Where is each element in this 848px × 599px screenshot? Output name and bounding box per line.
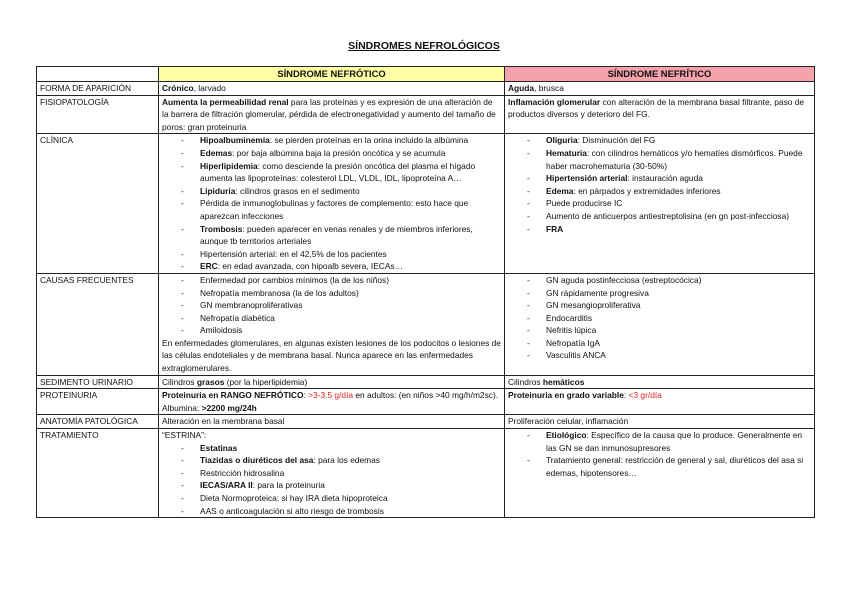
list-item: - GN aguda postinfecciosa (estreptocócica) [508,274,811,287]
list-item: - Etiológico: Específico de la causa que lo produce. Generalmente en las GN se dan inmunosupresores [508,429,811,454]
list-item: - GN mesangioproliferativa [508,299,811,312]
cell-nefritico [505,134,815,274]
list-item: - Tiazidas o diuréticos del asa: para los edemas [162,454,501,467]
cell-nefrotico [159,429,505,518]
syndromes-table [36,66,815,518]
list-item: - Nefropatía IgA [508,337,811,350]
list-item: - Oliguria: Disminución del FG [508,134,811,147]
cell-nefritico: Proliferación celular, inflamación [505,415,815,429]
cell-nefritico: Cilindros hemáticos [505,375,815,389]
cell-nefrotico: Cilindros grasos (por la hiperlipidemia) [159,375,505,389]
row-label: TRATAMIENTO [37,429,159,518]
table-row [37,375,815,389]
cell-nefrotico: Aumenta la permeabilidad renal para las proteínas y es expresión de una alteración de la barrera de filtración glomerular, pérdida de electronegatividad y aumento del tamaño de poros: gran proteinuria [159,95,505,134]
table-row [37,389,815,415]
list-item: - AAS o anticoagulación si alto riesgo de trombosis [162,505,501,518]
list-item: - Nefropatía diabética [162,312,501,325]
page-title: SÍNDROMES NEFROLÓGICOS [348,40,500,52]
list-item: - GN membranoproliferativas [162,299,501,312]
list-item: - Nefropatía membranosa (la de los adultos) [162,287,501,300]
cell-nefrotico [159,134,505,274]
cell-nefritico [505,429,815,518]
row-label: ANATOMÍA PATOLÓGICA [37,415,159,429]
row-label: SEDIMENTO URINARIO [37,375,159,389]
list-item: - Edemas: por baja albúmina baja la presión oncótica y se acumula [162,147,501,160]
table-row [37,82,815,96]
table-header-row [37,67,815,82]
list-item: - Lipiduria: cilindros grasos en el sedimento [162,185,501,198]
list-item: - Endocarditis [508,312,811,325]
list-item: - Aumento de anticuerpos antiestreptolisina (en gn post-infecciosa) [508,210,811,223]
row-label: PROTEINURIA [37,389,159,415]
cell-nefrotico: Alteración en la membrana basal [159,415,505,429]
cell-nefrotico: Proteinuria en RANGO NEFRÓTICO: >3-3.5 g/día en adultos: (en niños >40 mg/h/m2sc). Albumina: >2200 mg/24h [159,389,505,415]
list-item: - Nefritis lúpica [508,324,811,337]
list-item: - Restricción hidrosalina [162,467,501,480]
header-blank [37,67,159,82]
list-item: - Vasculitis ANCA [508,349,811,362]
table-row [37,273,815,375]
causes-note: En enfermedades glomerulares, en algunas existen lesiones de los podocitos o lesiones de las células endoteliales y de membrana basal. Nunca aparece en las enfermedades extraglomerulares. [162,337,501,374]
list-item: - ERC: en edad avanzada, con hipoalb severa, IECAs… [162,260,501,273]
list-item: - Edema: en párpados y extremidades inferiores [508,185,811,198]
cell-nefrotico: Crónico, larvado [159,82,505,96]
list-item: - Hipertensión arterial: instauración aguda [508,172,811,185]
row-label: CLÍNICA [37,134,159,274]
header-nefrotico: SÍNDROME NEFRÓTICO [159,67,505,82]
list-item: - Hipoalbuminemia: se pierden proteínas en la orina incluido la albúmina [162,134,501,147]
list-item: - Pérdida de inmunoglobulinas y factores de complemento: esto hace que aparezcan infecciones [162,197,501,222]
list-item: - Hiperlipidemia: como desciende la presión oncótica del plasma el hígado aumenta las lipoproteínas: colesterol LDL, VLDL, IDL, lipoproteína A… [162,160,501,185]
list-item: - Hematuria: con cilindros hemáticos y/o hematíes dismórficos. Puede haber macrohematuria (30-50%) [508,147,811,172]
header-nefritico: SÍNDROME NEFRÍTICO [505,67,815,82]
cell-nefritico: Aguda, brusca [505,82,815,96]
table-row [37,95,815,134]
table-row [37,134,815,274]
cell-nefrotico [159,273,505,375]
list-item: - Amiloidosis [162,324,501,337]
cell-nefritico [505,273,815,375]
row-label: FISIOPATOLOGÍA [37,95,159,134]
list-item: - Tratamiento general: restricción de general y sal, diuréticos del asa si edemas, hipotensores… [508,454,811,479]
row-label: CAUSAS FRECUENTES [37,273,159,375]
list-item: - Enfermedad por cambios mínimos (la de los niños) [162,274,501,287]
list-item: - GN rápidamente progresiva [508,287,811,300]
list-item: - Hipertensión arterial: en el 42,5% de los pacientes [162,248,501,261]
list-item: - FRA [508,223,811,236]
table-row [37,429,815,518]
table-row [37,415,815,429]
list-item: - Dieta Normoproteica: si hay IRA dieta hipoproteica [162,492,501,505]
list-item: - Estatinas [162,442,501,455]
cell-nefritico: Proteinuria en grado variable: <3 gr/día [505,389,815,415]
treatment-intro: “ESTRINA”: [162,430,207,441]
list-item: - Trombosis: pueden aparecer en venas renales y de miembros inferiores, aunque tb territorios arteriales [162,223,501,248]
cell-nefritico: Inflamación glomerular con alteración de la membrana basal filtrante, paso de productos diversos y deterioro del FG. [505,95,815,134]
row-label: FORMA DE APARICIÓN [37,82,159,96]
list-item: - Puede producirse IC [508,197,811,210]
list-item: - IECAS/ARA II: para la proteinuria [162,479,501,492]
